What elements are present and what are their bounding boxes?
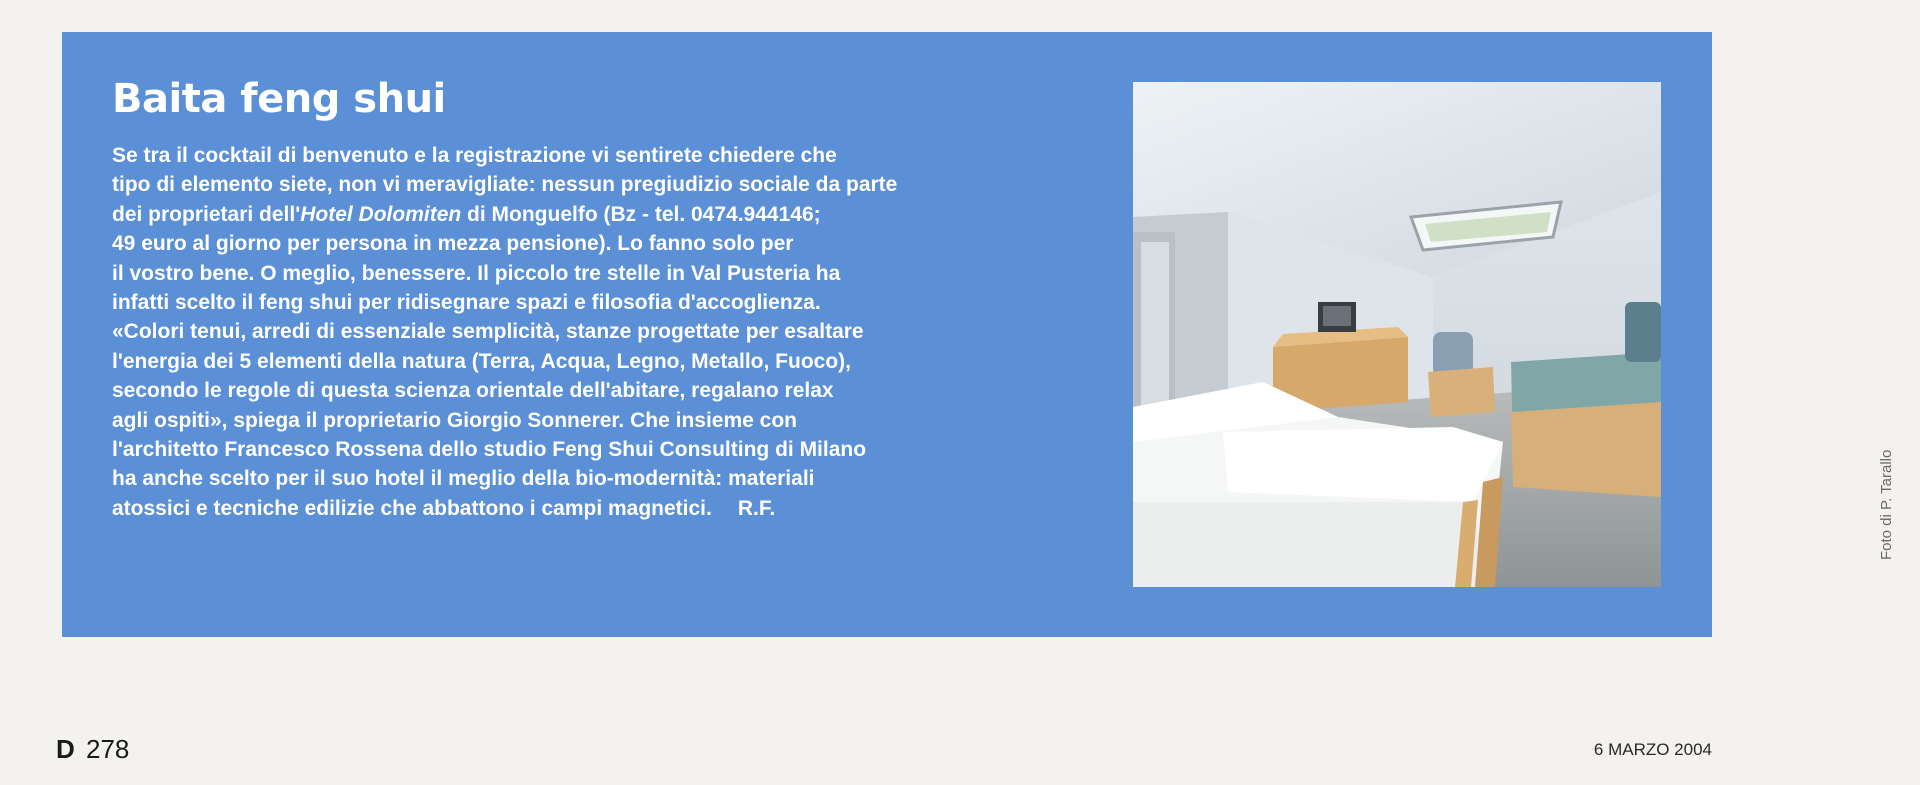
author-signature: R.F. <box>737 496 776 520</box>
body-text-segment: dei proprietari dell' <box>112 202 301 226</box>
hotel-name: Hotel Dolomiten <box>300 202 462 226</box>
body-line: il vostro bene. O meglio, benessere. Il piccolo tre stelle in Val Pusteria ha <box>112 261 841 285</box>
box-title: Baita feng shui <box>112 76 446 122</box>
hotel-room-illustration <box>1133 82 1661 587</box>
body-line: secondo le regole di questa scienza orientale dell'abitare, regalano relax <box>112 379 834 403</box>
body-line: tipo di elemento siete, non vi meravigliate: nessun pregiudizio sociale da parte <box>112 173 898 197</box>
body-line: l'architetto Francesco Rossena dello studio Feng Shui Consulting di Milano <box>112 438 867 462</box>
body-line: 49 euro al giorno per persona in mezza pensione). Lo fanno solo per <box>112 232 794 256</box>
page-folio <box>56 734 129 765</box>
hotel-room-photo <box>1133 82 1661 587</box>
magazine-name: D <box>56 734 75 764</box>
sidebar-box <box>62 32 1712 637</box>
body-line: infatti scelto il feng shui per ridisegnare spazi e filosofia d'accoglienza. <box>112 291 821 315</box>
body-line: l'energia dei 5 elementi della natura (Terra, Acqua, Legno, Metallo, Fuoco), <box>112 349 851 373</box>
body-line: agli ospiti», spiega il proprietario Giorgio Sonnerer. Che insieme con <box>112 408 797 432</box>
body-line <box>112 200 1172 229</box>
photo-credit: Foto di P. Tarallo <box>1878 449 1895 560</box>
body-line: Se tra il cocktail di benvenuto e la registrazione vi sentirete chiedere che <box>112 144 837 167</box>
page-number: 278 <box>86 734 130 764</box>
body-text-segment: atossici e tecniche edilizie che abbattono i campi magnetici. <box>112 496 712 520</box>
body-line: ha anche scelto per il suo hotel il meglio della bio-modernità: materiali <box>112 467 815 491</box>
box-body-text <box>112 141 1172 523</box>
issue-date: 6 MARZO 2004 <box>1593 740 1712 759</box>
body-text-segment: di Monguelfo (Bz - tel. 0474.944146; <box>461 202 821 226</box>
body-line: «Colori tenui, arredi di essenziale semplicità, stanze progettate per esaltare <box>112 320 864 344</box>
body-line <box>112 494 1172 523</box>
